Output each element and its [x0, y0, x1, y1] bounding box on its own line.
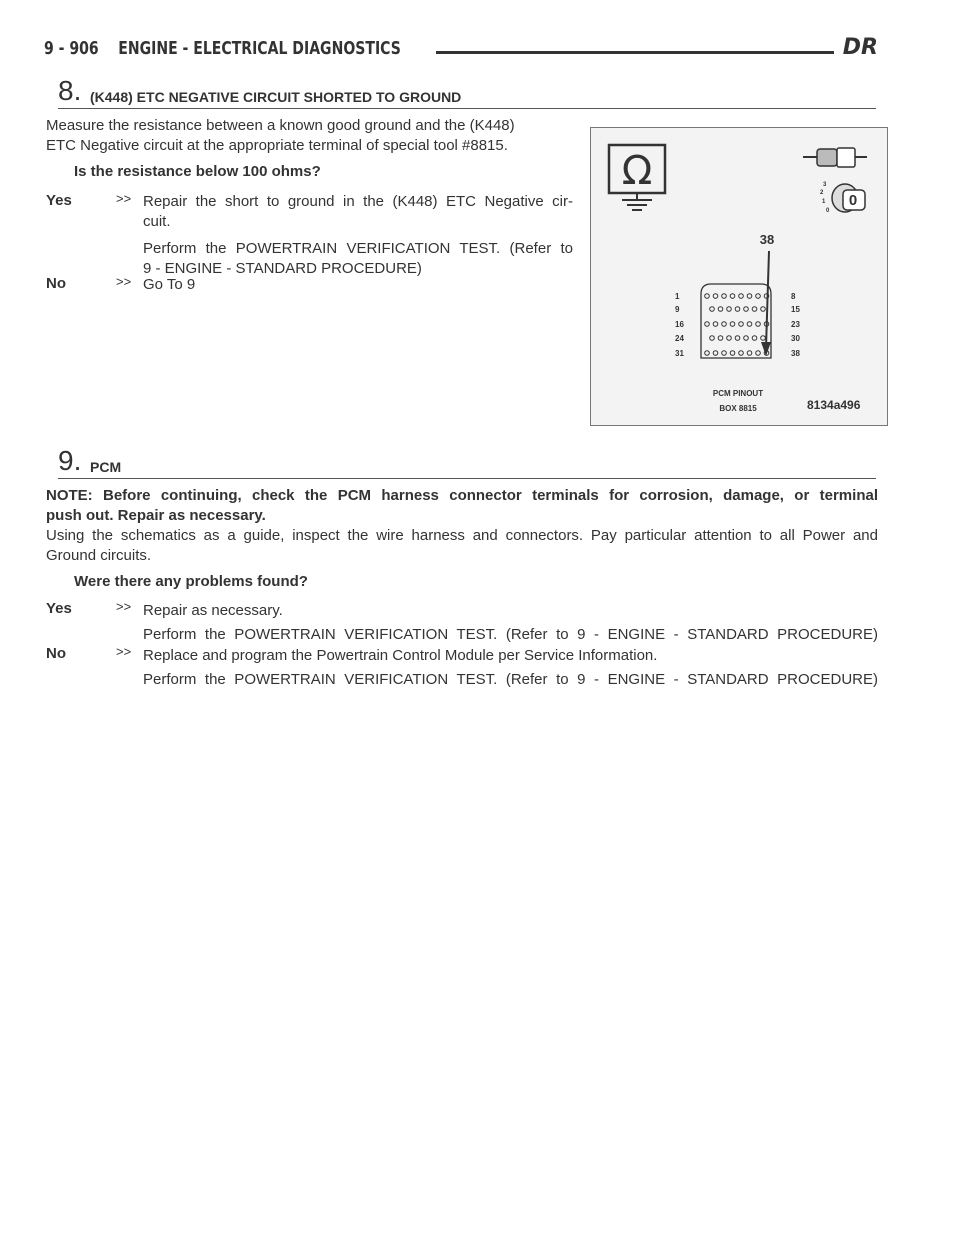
- figure-id: 8134a496: [807, 398, 861, 412]
- pin-row-label-left: 31: [675, 349, 684, 358]
- step-9-yes-line-1: Repair as necessary.: [143, 602, 283, 619]
- step-8-title: (K448) ETC NEGATIVE CIRCUIT SHORTED TO GROUND: [90, 89, 462, 105]
- step-9-no-label: No: [46, 645, 66, 662]
- ignition-switch-icon: [832, 184, 865, 212]
- pin-row-label-left: 9: [675, 305, 680, 314]
- pin-row-labels: [675, 292, 800, 358]
- step-9-yes-label: Yes: [46, 600, 72, 617]
- header-title: 9 - 906 ENGINE - ELECTRICAL DIAGNOSTICS: [44, 38, 401, 59]
- pin-row-label-right: 8: [791, 292, 796, 301]
- connector-pin: [747, 294, 752, 299]
- connector-pin: [705, 351, 710, 356]
- step-9-yes-text: [143, 601, 878, 645]
- probe-arrow: [766, 251, 769, 348]
- step-9-no-line-1: Replace and program the Powertrain Control Module per Service Information.: [143, 647, 658, 664]
- connector-pin: [710, 307, 715, 312]
- step-8-question: Is the resistance below 100 ohms?: [74, 163, 321, 180]
- step-9-note-line-1: NOTE: Before continuing, check the PCM harness connector terminals for corrosion, damage, or terminal: [46, 487, 878, 504]
- figure-caption-1: PCM PINOUT: [712, 389, 764, 398]
- step-9-body-line-2: Ground circuits.: [46, 547, 152, 564]
- dial-mark: 2: [820, 190, 824, 196]
- figure-caption-2: BOX 8815: [719, 404, 757, 413]
- step-8-heading: [58, 75, 876, 109]
- connector-pin: [713, 322, 718, 327]
- step-9-note: [46, 486, 878, 526]
- step-8-body-line-1: Measure the resistance between a known good ground and the (K448): [46, 117, 515, 134]
- pin-row-label-left: 24: [675, 334, 684, 343]
- step-8-number: 8.: [58, 75, 82, 106]
- pin-row-label-right: 23: [791, 320, 800, 329]
- pin-row-label-left: 1: [675, 292, 680, 301]
- connector-pin: [739, 322, 744, 327]
- connector-pin: [713, 294, 718, 299]
- probe-pin-label: 38: [759, 232, 775, 247]
- connector-pin: [713, 351, 718, 356]
- step-9-body: [46, 526, 878, 566]
- step-9-no-text: [143, 646, 878, 690]
- connector-pin: [722, 322, 727, 327]
- step-9-yes-arrow: >>: [116, 599, 132, 614]
- connector-pin: [756, 351, 761, 356]
- step-9-title: PCM: [90, 459, 122, 475]
- connector-pin: [730, 294, 735, 299]
- connector-pin: [730, 322, 735, 327]
- connector-pin: [761, 336, 766, 341]
- step-8-no-arrow: >>: [116, 274, 132, 289]
- step-9-no-line-2: Perform the POWERTRAIN VERIFICATION TEST. (Refer to 9 - ENGINE - STANDARD PROCEDURE): [143, 671, 878, 688]
- step-8-yes-arrow: >>: [116, 191, 132, 206]
- pcm-pinout-figure: [590, 127, 888, 426]
- connector-pin: [744, 336, 749, 341]
- connector-pin: [705, 294, 710, 299]
- header-badge: DR: [842, 35, 878, 60]
- connector-pin: [735, 336, 740, 341]
- dial-mark: 1: [822, 199, 826, 205]
- pin-row-label-right: 15: [791, 305, 800, 314]
- ohmmeter-icon: [609, 145, 665, 210]
- connector-pin: [761, 307, 766, 312]
- step-8-yes-line-4: 9 - ENGINE - STANDARD PROCEDURE): [143, 260, 422, 277]
- header-rule: [436, 51, 834, 54]
- page-header: [44, 35, 878, 68]
- omega-symbol: Ω: [621, 148, 653, 194]
- connector-pin: [705, 322, 710, 327]
- connector-pin: [730, 351, 735, 356]
- connector-pin: [739, 351, 744, 356]
- connector-pin: [739, 294, 744, 299]
- connector-pin: [718, 336, 723, 341]
- step-9-number: 9.: [58, 445, 82, 476]
- connector-pin: [747, 351, 752, 356]
- connector-pin: [727, 307, 732, 312]
- connector-pin: [756, 294, 761, 299]
- connector-pin: [710, 336, 715, 341]
- connector-pins: [705, 294, 769, 356]
- pin-row-label-right: 38: [791, 349, 800, 358]
- step-9-body-line-1: Using the schematics as a guide, inspect the wire harness and connectors. Pay particular attention to all Power and: [46, 527, 878, 544]
- connector-pin: [744, 307, 749, 312]
- connector-pin: [756, 322, 761, 327]
- connector-pin: [752, 336, 757, 341]
- pin-row-label-left: 16: [675, 320, 684, 329]
- step-9-question: Were there any problems found?: [74, 573, 308, 590]
- step-9-heading: [58, 445, 876, 479]
- step-8-yes-line-1: Repair the short to ground in the (K448) ETC Negative cir-: [143, 193, 573, 210]
- step-8-yes-text: [143, 192, 573, 279]
- connector-pin: [735, 307, 740, 312]
- connector-pin: [718, 307, 723, 312]
- pin-row-label-right: 30: [791, 334, 800, 343]
- connector-pin: [727, 336, 732, 341]
- step-8-body: [46, 116, 576, 156]
- connector-pin: [722, 294, 727, 299]
- probe-arrowhead: [761, 342, 771, 356]
- step-9-yes-line-2: Perform the POWERTRAIN VERIFICATION TEST. (Refer to 9 - ENGINE - STANDARD PROCEDURE): [143, 626, 878, 643]
- step-8-no-text: Go To 9: [143, 276, 196, 293]
- step-8-yes-line-3: Perform the POWERTRAIN VERIFICATION TEST. (Refer to: [143, 240, 573, 257]
- step-8-yes-line-2: cuit.: [143, 213, 171, 230]
- step-8-body-line-2: ETC Negative circuit at the appropriate terminal of special tool #8815.: [46, 137, 508, 154]
- dial-value: 0: [848, 192, 858, 209]
- dial-mark: 3: [823, 182, 827, 188]
- pcm-pinout-diagram: [591, 128, 887, 425]
- connector-pin: [752, 307, 757, 312]
- dial-mark: 0: [826, 208, 830, 214]
- connector-plug-icon: [803, 148, 867, 167]
- step-9-note-line-2: push out. Repair as necessary.: [46, 507, 266, 524]
- step-8-yes-label: Yes: [46, 192, 72, 209]
- step-8-no-label: No: [46, 275, 66, 292]
- connector-pin: [747, 322, 752, 327]
- step-9-no-arrow: >>: [116, 644, 132, 659]
- connector-pin: [722, 351, 727, 356]
- dial-marks: [820, 182, 830, 214]
